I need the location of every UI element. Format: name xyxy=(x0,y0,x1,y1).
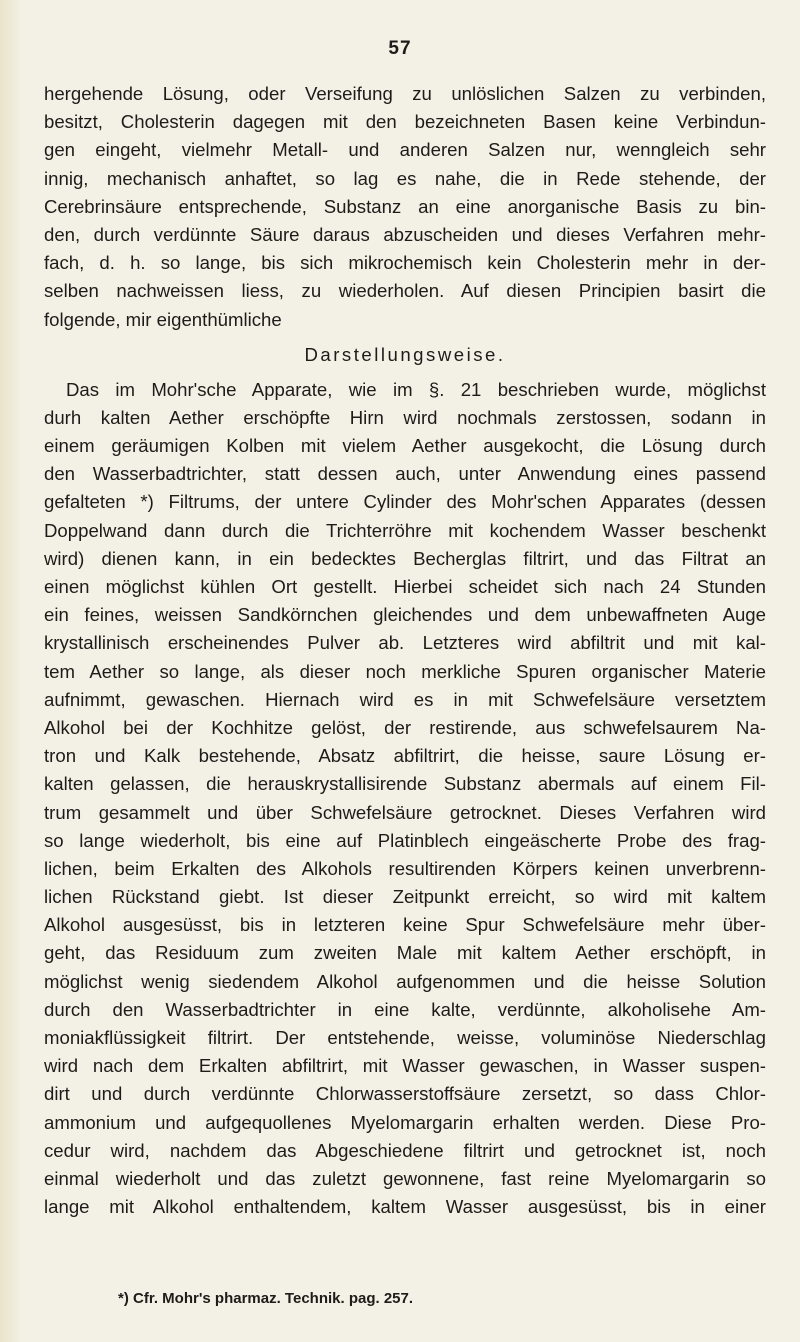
section-heading: Darstellungsweise. xyxy=(304,343,506,365)
text-line: selben nachweissen liess, zu wiederholen. Auf diesen Principien basirt die xyxy=(44,280,766,302)
text-line: durh kalten Aether erschöpfte Hirn wird nochmals zerstossen, sodann in xyxy=(44,406,766,428)
text-line: Cerebrinsäure entsprechende, Substanz an eine anorganische Basis zu bin- xyxy=(44,195,766,217)
text-line: so lange wiederholt, bis eine auf Platinblech eingeäscherte Probe des frag- xyxy=(44,829,766,851)
text-line: ammonium und aufgequollenes Myelomargarin erhalten werden. Diese Pro- xyxy=(44,1111,766,1133)
text-line: wird) dienen kann, in ein bedecktes Becherglas filtrirt, und das Filtrat an xyxy=(44,547,766,569)
text-line: lichen Rückstand giebt. Ist dieser Zeitpunkt erreicht, so wird mit kaltem xyxy=(44,886,766,908)
text-line: dirt und durch verdünnte Chlorwasserstoffsäure zersetzt, so dass Chlor- xyxy=(44,1083,766,1105)
text-line: tron und Kalk bestehende, Absatz abfiltrirt, die heisse, saure Lösung er- xyxy=(44,745,766,767)
text-line: Alkohol ausgesüsst, bis in letzteren keine Spur Schwefelsäure mehr über- xyxy=(44,914,766,936)
text-line: besitzt, Cholesterin dagegen mit den bezeichneten Basen keine Verbindun- xyxy=(44,111,766,133)
page-edge xyxy=(0,0,22,1342)
text-line: ein feines, weissen Sandkörnchen gleichendes und dem unbewaffneten Auge xyxy=(44,604,766,626)
text-line: trum gesammelt und über Schwefelsäure getrocknet. Dieses Verfahren wird xyxy=(44,801,766,823)
text-line: cedur wird, nachdem das Abgeschiedene filtrirt und getrocknet ist, noch xyxy=(44,1139,766,1161)
text-line: den Wasserbadtrichter, statt dessen auch, unter Anwendung eines passend xyxy=(44,463,766,485)
text-line: lichen, beim Erkalten des Alkohols resultirenden Körpers keinen unverbrenn- xyxy=(44,857,766,879)
text-line: kalten gelassen, die herauskrystallisirende Substanz abermals auf einem Fil- xyxy=(44,773,766,795)
text-line: gefalteten *) Filtrums, der untere Cylinder des Mohr'schen Apparates (dessen xyxy=(44,491,766,513)
text-line: einmal wiederholt und das zuletzt gewonnene, fast reine Myelomargarin so xyxy=(44,1167,766,1189)
text-line: hergehende Lösung, oder Verseifung zu unlöslichen Salzen zu verbinden, xyxy=(44,83,766,104)
body-text xyxy=(44,80,766,1221)
text-line: aufnimmt, gewaschen. Hiernach wird es in mit Schwefelsäure versetztem xyxy=(44,688,766,710)
text-line: möglichst wenig siedendem Alkohol aufgenommen und die heisse Solution xyxy=(44,970,766,992)
text-line: lange mit Alkohol enthaltendem, kaltem Wasser ausgesüsst, bis in einer xyxy=(44,1196,766,1218)
text-line: den, durch verdünnte Säure daraus abzuscheiden und dieses Verfahren mehr- xyxy=(44,223,766,245)
text-line: durch den Wasserbadtrichter in eine kalte, verdünnte, alkoholisehe Am- xyxy=(44,998,766,1020)
text-line: fach, d. h. so lange, bis sich mikrochemisch kein Cholesterin mehr in der- xyxy=(44,252,766,274)
text-line: folgende, mir eigenthümliche xyxy=(44,308,282,330)
text-line: wird nach dem Erkalten abfiltrirt, mit Wasser gewaschen, in Wasser suspen- xyxy=(44,1055,766,1077)
text-line: einem geräumigen Kolben mit vielem Aether ausgekocht, die Lösung durch xyxy=(44,435,766,457)
text-line: geht, das Residuum zum zweiten Male mit kaltem Aether erschöpft, in xyxy=(44,942,766,964)
text-line: Doppelwand dann durch die Trichterröhre mit kochendem Wasser beschenkt xyxy=(44,519,766,541)
page-number: 57 xyxy=(388,38,412,59)
paragraph-intro xyxy=(44,80,766,334)
text-line: innig, mechanisch anhaftet, so lag es nahe, die in Rede stehende, der xyxy=(44,167,766,189)
text-line: einen möglichst kühlen Ort gestellt. Hierbei scheidet sich nach 24 Stunden xyxy=(44,576,766,597)
text-line: moniakflüssigkeit filtrirt. Der entstehende, weisse, voluminöse Niederschlag xyxy=(44,1027,766,1048)
text-line: Alkohol bei der Kochhitze gelöst, der restirende, aus schwefelsaurem Na- xyxy=(44,716,766,738)
text-line: Das im Mohr'sche Apparate, wie im §. 21 beschrieben wurde, möglichst xyxy=(66,378,766,400)
footnote: *) Cfr. Mohr's pharmaz. Technik. pag. 257. xyxy=(118,1290,414,1307)
text-line: gen eingeht, vielmehr Metall- und anderen Salzen nur, wenngleich sehr xyxy=(44,139,766,161)
paragraph-method xyxy=(44,376,766,1222)
text-line: tem Aether so lange, als dieser noch merkliche Spuren organischer Materie xyxy=(44,660,766,682)
text-line: krystallinisch erscheinendes Pulver ab. Letzteres wird abfiltrit und mit kal- xyxy=(44,632,766,654)
